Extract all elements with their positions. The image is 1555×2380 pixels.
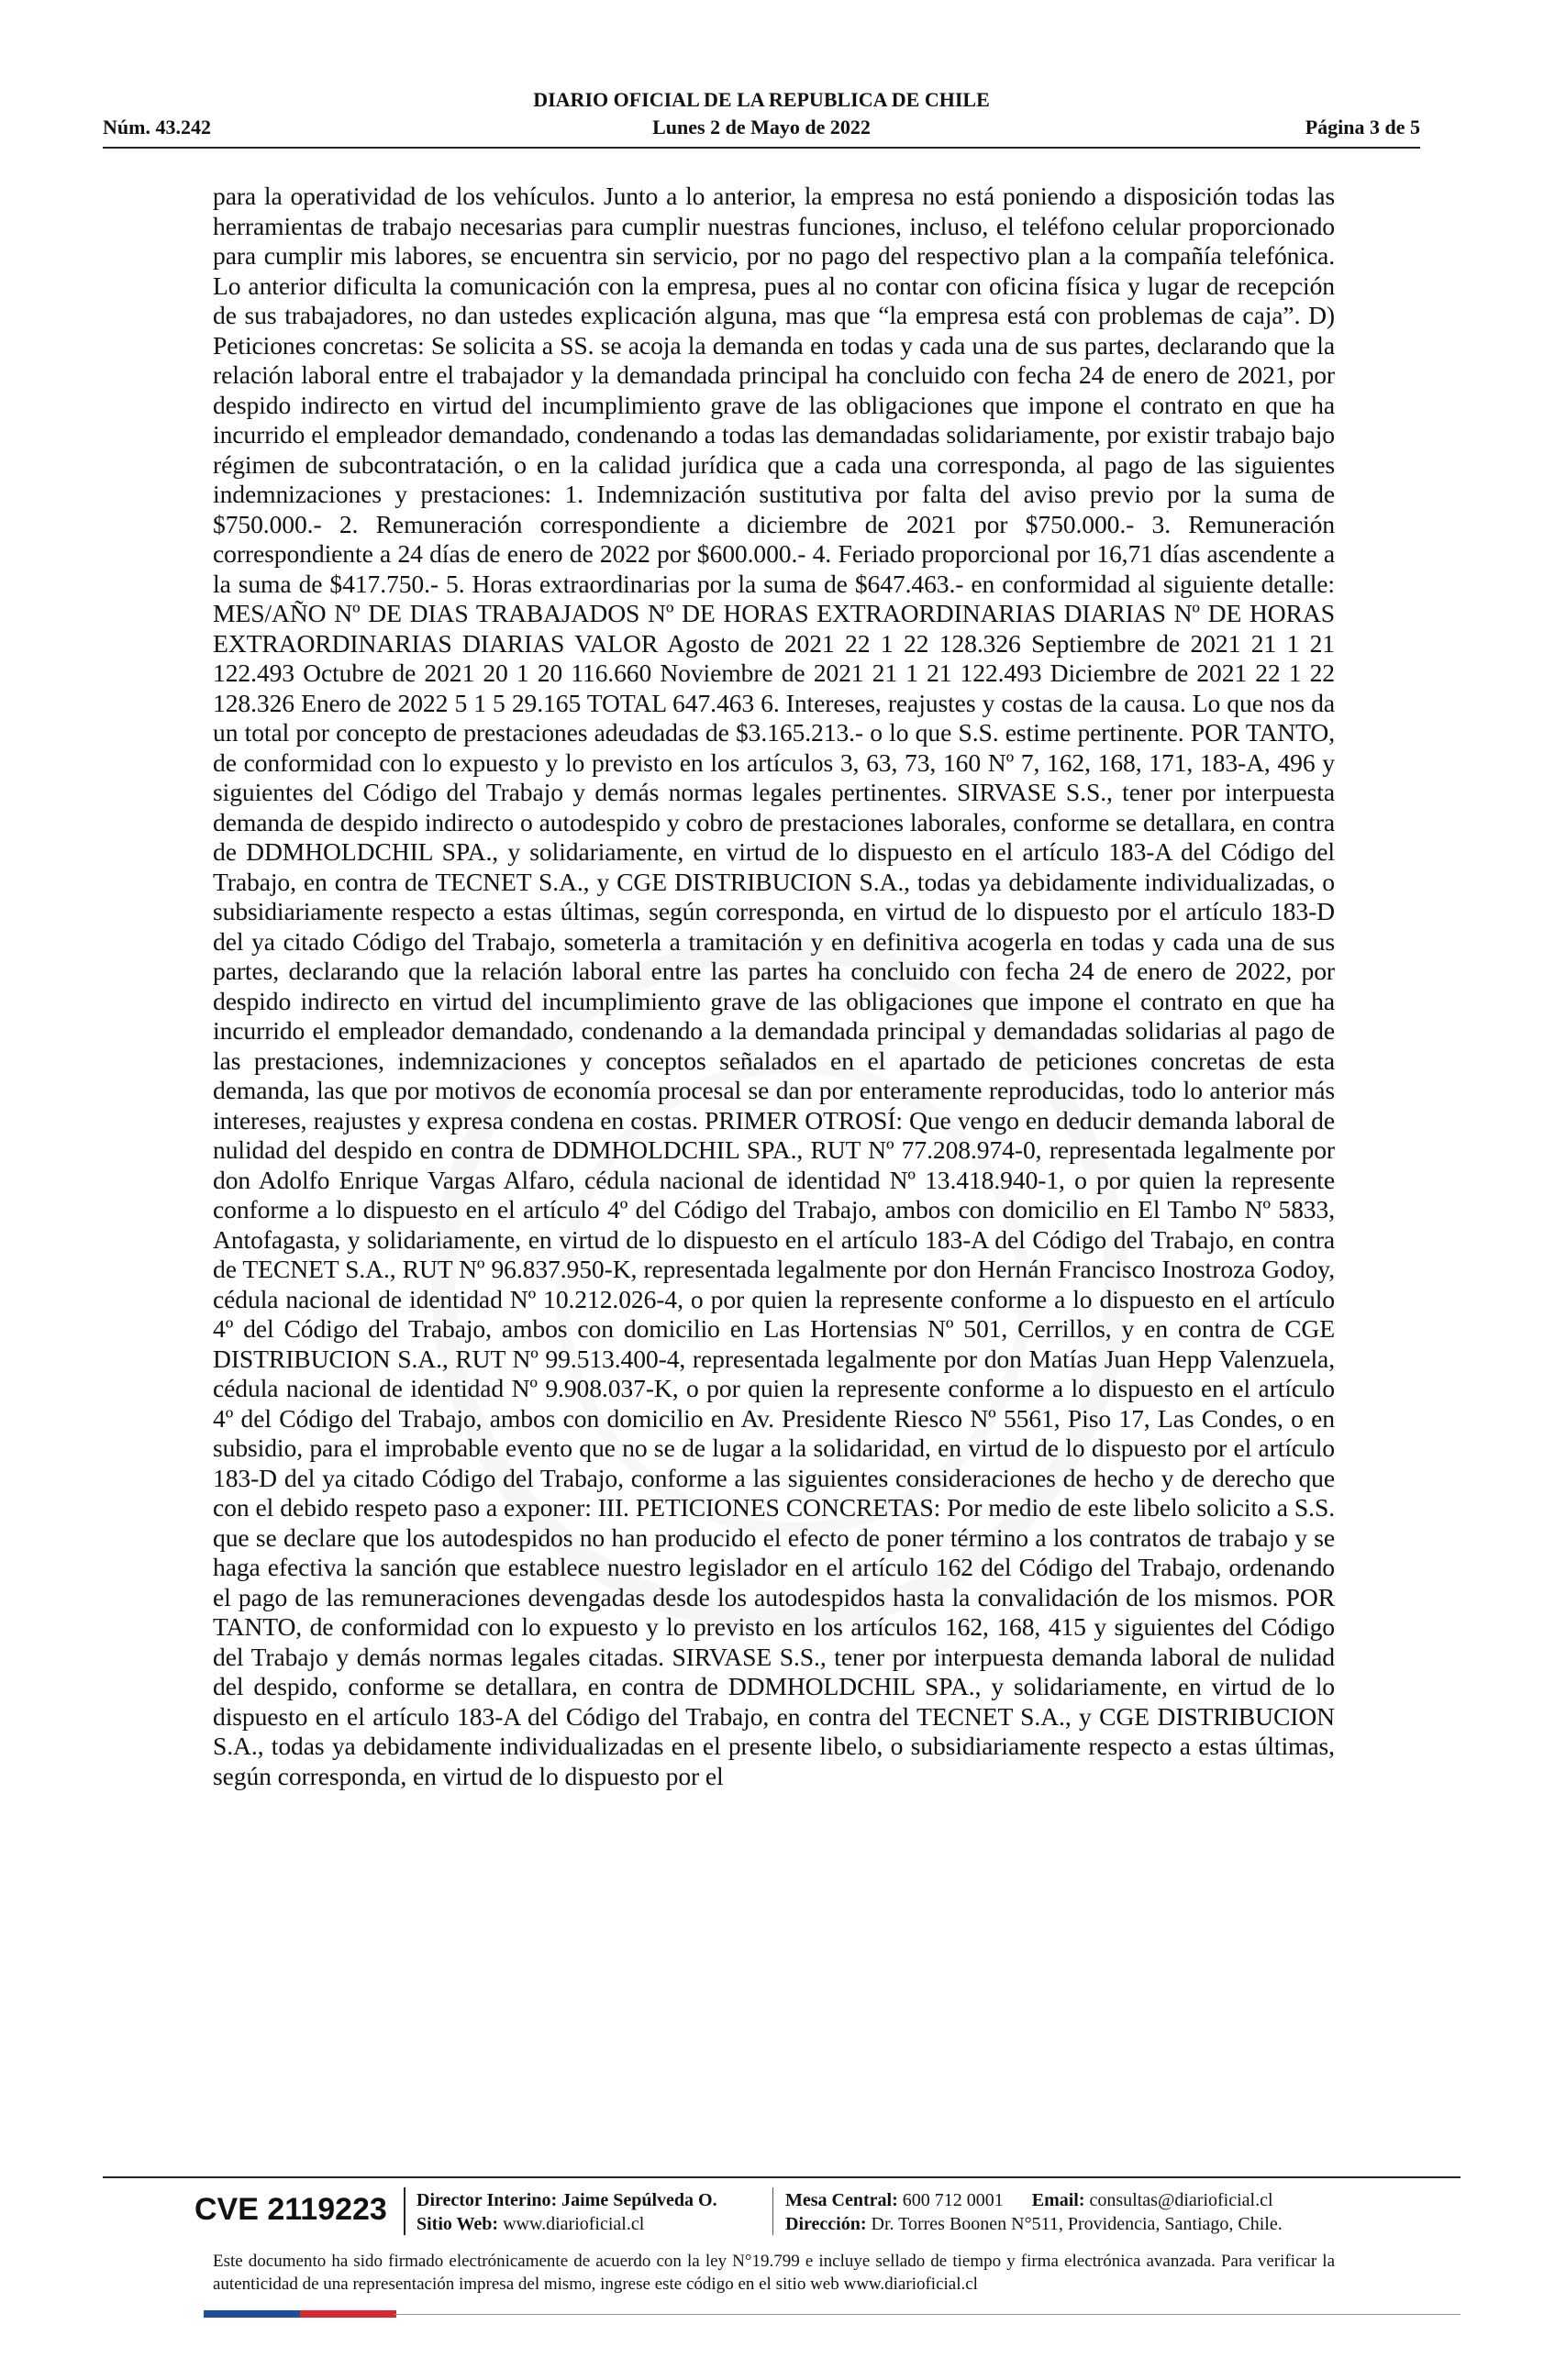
flag-blue-stripe	[204, 2310, 300, 2318]
address-value: Dr. Torres Boonen N°511, Providencia, Santiago, Chile.	[871, 2214, 1283, 2234]
header-divider	[103, 147, 1420, 149]
flag-red-stripe	[300, 2310, 396, 2318]
director-line	[417, 2188, 717, 2212]
email-label: Email:	[1031, 2190, 1085, 2210]
chile-flag-stripe	[204, 2310, 396, 2318]
address-label: Dirección:	[785, 2214, 867, 2234]
cve-separator	[404, 2187, 405, 2235]
bottom-divider	[394, 2314, 1461, 2315]
website-link[interactable]: www.diarioficial.cl	[503, 2214, 645, 2234]
footer-contact-left	[417, 2188, 717, 2236]
document-body: para la operatividad de los vehículos. Junto a lo anterior, la empresa no está poniendo a disposición todas las herramientas de trabajo necesarias para cumplir nuestras funciones, incluso, el teléfono celular proporcionado para cumplir mis labores, se encuentra sin servicio, por no pago del respectivo plan a la compañía telefónica. Lo anterior dificulta la comunicación con la empresa, pues al no contar con oficina física y lugar de recepción de sus trabajadores, no dan ustedes explicación alguna, mas que “la empresa está con problemas de caja”. D) Peticiones concretas: Se solicita a SS. se acoja la demanda en todas y cada una de sus partes, declarando que la relación laboral entre el trabajador y la demandada principal ha concluido con fecha 24 de enero de 2021, por despido indirecto en virtud del incumplimiento grave de las obligaciones que impone el contrato en que ha incurrido el empleador demandado, condenando a todas las demandadas solidariamente, por existir trabajo bajo régimen de subcontratación, o en la calidad jurídica que a cada una corresponda, al pago de las siguientes indemnizaciones y prestaciones: 1. Indemnización sustitutiva por falta del aviso previo por la suma de $750.000.- 2. Remuneración correspondiente a diciembre de 2021 por $750.000.- 3. Remuneración correspondiente a 24 días de enero de 2022 por $600.000.- 4. Feriado proporcional por 16,71 días ascendente a la suma de $417.750.- 5. Horas extraordinarias por la suma de $647.463.- en conformidad al siguiente detalle: MES/AÑO Nº DE DIAS TRABAJADOS Nº DE HORAS EXTRAORDINARIAS DIARIAS Nº DE HORAS EXTRAORDINARIAS DIARIAS VALOR Agosto de 2021 22 1 22 128.326 Septiembre de 2021 21 1 21 122.493 Octubre de 2021 20 1 20 116.660 Noviembre de 2021 21 1 21 122.493 Diciembre de 2021 22 1 22 128.326 Enero de 2022 5 1 5 29.165 TOTAL 647.463 6. Intereses, reajustes y costas de la causa. Lo que nos da un total por concepto de prestaciones adeudadas de $3.165.213.- o lo que S.S. estime pertinente. POR TANTO, de conformidad con lo expuesto y lo previsto en los artículos 3, 63, 73, 160 Nº 7, 162, 168, 171, 183-A, 496 y siguientes del Código del Trabajo y demás normas legales pertinentes. SIRVASE S.S., tener por interpuesta demanda de despido indirecto o autodespido y cobro de prestaciones laborales, conforme se detallara, en contra de DDMHOLDCHIL SPA., y solidariamente, en virtud de lo dispuesto en el artículo 183-A del Código del Trabajo, en contra de TECNET S.A., y CGE DISTRIBUCION S.A., todas ya debidamente individualizadas, o subsidiariamente respecto a estas últimas, según corresponda, en virtud de lo dispuesto por el artículo 183-D del ya citado Código del Trabajo, someterla a tramitación y en definitiva acogerla en todas y cada una de sus partes, declarando que la relación laboral entre las partes ha concluido con fecha 24 de enero de 2022, por despido indirecto en virtud del incumplimiento grave de las obligaciones que impone el contrato en que ha incurrido el empleador demandado, condenando a la demandada principal y demandadas solidarias al pago de las prestaciones, indemnizaciones y conceptos señalados en el apartado de peticiones concretas de esta demanda, las que por motivos de economía procesal se dan por enteramente reproducidas, todo lo anterior más intereses, reajustes y expresa condena en costas. PRIMER OTROSÍ: Que vengo en deducir demanda laboral de nulidad del despido en contra de DDMHOLDCHIL SPA., RUT Nº 77.208.974-0, representada legalmente por don Adolfo Enrique Vargas Alfaro, cédula nacional de identidad Nº 13.418.940-1, o por quien la represente conforme a lo dispuesto en el artículo 4º del Código del Trabajo, ambos con domicilio en El Tambo Nº 5833, Antofagasta, y solidariamente, en virtud de lo dispuesto en el artículo 183-A del Código del Trabajo, en contra de TECNET S.A., RUT Nº 96.837.950-K, representada legalmente por don Hernán Francisco Inostroza Godoy, cédula nacional de identidad Nº 10.212.026-4, o por quien la represente conforme a lo dispuesto en el artículo 4º del Código del Trabajo, ambos con domicilio en Las Hortensias Nº 501, Cerrillos, y en contra de CGE DISTRIBUCION S.A., RUT Nº 99.513.400-4, representada legalmente por don Matías Juan Hepp Valenzuela, cédula nacional de identidad Nº 9.908.037-K, o por quien la represente conforme a lo dispuesto en el artículo 4º del Código del Trabajo, ambos con domicilio en Av. Presidente Riesco Nº 5561, Piso 17, Las Condes, o en subsidio, para el improbable evento que no se de lugar a la solidaridad, en virtud de lo dispuesto por el artículo 183-D del ya citado Código del Trabajo, conforme a las siguientes consideraciones de hecho y de derecho que con el debido respeto paso a exponer: III. PETICIONES CONCRETAS: Por medio de este libelo solicito a S.S. que se declare que los autodespidos no han producido el efecto de poner término a los contratos de trabajo y se haga efectiva la sanción que establece nuestro legislador en el artículo 162 del Código del Trabajo, ordenando el pago de las remuneraciones devengadas desde los autodespidos hasta la convalidación de los mismos. POR TANTO, de conformidad con lo expuesto y lo previsto en los artículos 162, 168, 415 y siguientes del Código del Trabajo y demás normas legales citadas. SIRVASE S.S., tener por interpuesta demanda laboral de nulidad del despido, conforme se detallara, en contra de DDMHOLDCHIL SPA., y solidariamente, en virtud de lo dispuesto en el artículo 183-A del Código del Trabajo, en contra del TECNET S.A., y CGE DISTRIBUCION S.A., todas ya debidamente individualizadas en el presente libelo, o subsidiariamente respecto a estas últimas, según corresponda, en virtud de lo dispuesto por el	[213, 182, 1335, 1790]
publication-date: Lunes 2 de Mayo de 2022	[652, 116, 871, 138]
director-value: Jaime Sepúlveda O.	[561, 2190, 717, 2210]
cve-code: CVE 2119223	[194, 2192, 387, 2227]
website-label: Sitio Web:	[417, 2214, 499, 2234]
publication-title: DIARIO OFICIAL DE LA REPUBLICA DE CHILE	[533, 88, 990, 111]
footer-contact-right	[785, 2188, 1283, 2236]
phone-label: Mesa Central:	[785, 2190, 898, 2210]
email-link[interactable]: consultas@diarioficial.cl	[1089, 2190, 1273, 2210]
page-number: Página 3 de 5	[1305, 116, 1420, 138]
website-line	[417, 2212, 717, 2236]
footer-divider	[103, 2176, 1461, 2178]
legal-notice: Este documento ha sido firmado electrónicamente de acuerdo con la ley N°19.799 e incluye sellado de tiempo y firma electrónica avanzada. Para verificar la autenticidad de una representación impresa del mismo, ingrese este código en el sitio web www.diarioficial.cl	[213, 2252, 1335, 2294]
phone-value: 600 712 0001	[902, 2190, 1004, 2210]
phone-email-line	[785, 2188, 1283, 2212]
director-label: Director Interino:	[417, 2190, 558, 2210]
footer-column-separator	[772, 2187, 773, 2235]
address-line	[785, 2212, 1283, 2236]
header-meta-row	[103, 116, 1420, 143]
issue-number: Núm. 43.242	[103, 116, 211, 138]
page-header	[103, 88, 1420, 145]
